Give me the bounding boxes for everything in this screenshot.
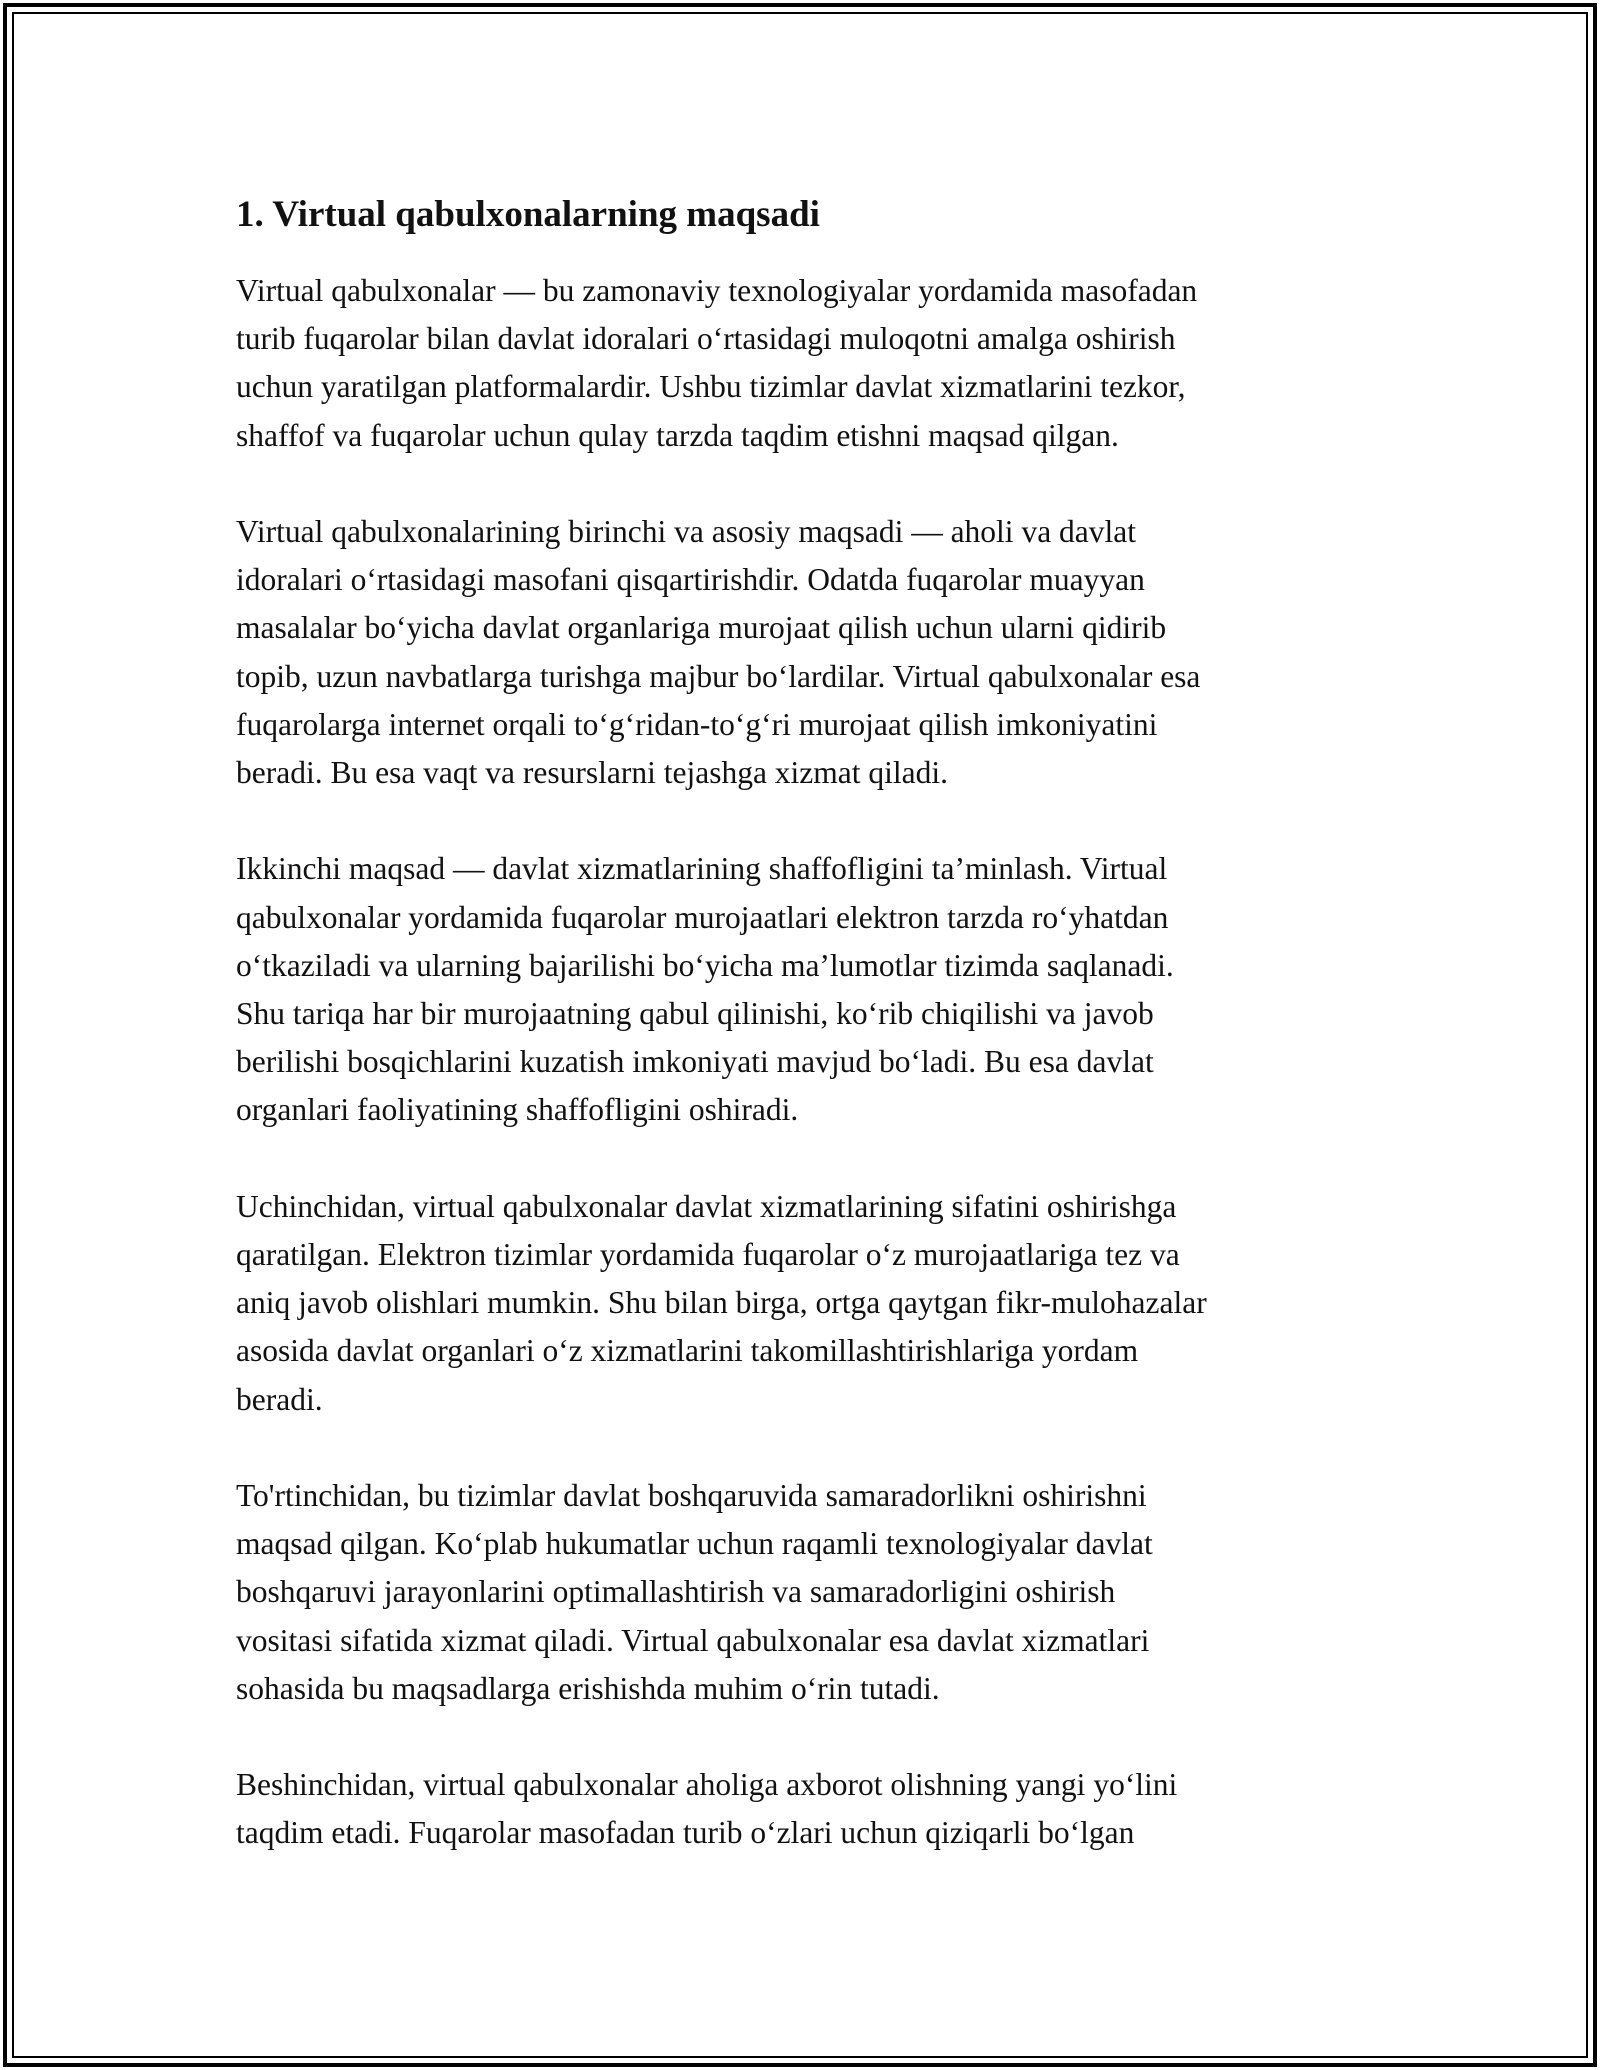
paragraph-line: taqdim etadi. Fuqarolar masofadan turib o‘zlari uchun qiziqarli bo‘lgan (236, 1815, 1135, 1851)
paragraph-line: o‘tkaziladi va ularning bajarilishi bo‘yicha ma’lumotlar tizimda saqlanadi. (236, 947, 1174, 983)
paragraph-line: qaratilgan. Elektron tizimlar yordamida fuqarolar o‘z murojaatlariga tez va (236, 1237, 1180, 1273)
paragraph-line: asosida davlat organlari o‘z xizmatlarini takomillashtirishlariga yordam (236, 1333, 1139, 1369)
paragraph-line: shaffof va fuqarolar uchun qulay tarzda taqdim etishni maqsad qilgan. (236, 417, 1119, 453)
paragraph-line: beradi. (236, 1381, 323, 1417)
paragraph-2 (236, 508, 1376, 797)
paragraph-line: organlari faoliyatining shaffofligini oshiradi. (236, 1092, 799, 1128)
paragraph-1 (236, 267, 1376, 460)
paragraph-line: qabulxonalar yordamida fuqarolar murojaatlari elektron tarzda ro‘yhatdan (236, 899, 1169, 935)
paragraph-line: idoralari o‘rtasidagi masofani qisqartirishdir. Odatda fuqarolar muayyan (236, 562, 1145, 598)
paragraph-line: turib fuqarolar bilan davlat idoralari o‘rtasidagi muloqotni amalga oshirish (236, 321, 1176, 357)
paragraph-line: To'rtinchidan, bu tizimlar davlat boshqaruvida samaradorlikni oshirishni (236, 1478, 1147, 1514)
paragraph-line: Ikkinchi maqsad — davlat xizmatlarining shaffofligini ta’minlash. Virtual (236, 851, 1168, 887)
paragraph-line: vositasi sifatida xizmat qiladi. Virtual qabulxonalar esa davlat xizmatlari (236, 1622, 1150, 1658)
paragraph-line: Virtual qabulxonalarining birinchi va asosiy maqsadi — aholi va davlat (236, 514, 1137, 549)
section-heading: 1. Virtual qabulxonalarning maqsadi (236, 194, 820, 235)
paragraph-5 (236, 1472, 1376, 1713)
paragraph-line: maqsad qilgan. Ko‘plab hukumatlar uchun raqamli texnologiyalar davlat (236, 1526, 1153, 1562)
paragraphs-container (236, 267, 1376, 1858)
paragraph-line: berilishi bosqichlarini kuzatish imkoniyati mavjud bo‘ladi. Bu esa davlat (236, 1044, 1154, 1080)
paragraph-line: Uchinchidan, virtual qabulxonalar davlat xizmatlarining sifatini oshirishga (236, 1188, 1177, 1224)
paragraph-4 (236, 1183, 1376, 1424)
paragraph-3 (236, 845, 1376, 1134)
paragraph-line: masalalar bo‘yicha davlat organlariga murojaat qilish uchun ularni qidirib (236, 610, 1167, 646)
paragraph-line: uchun yaratilgan platformalardir. Ushbu tizimlar davlat xizmatlarini tezkor, (236, 369, 1186, 405)
paragraph-line: Shu tariqa har bir murojaatning qabul qilinishi, ko‘rib chiqilishi va javob (236, 996, 1154, 1032)
paragraph-line: sohasida bu maqsadlarga erishishda muhim o‘rin tutadi. (236, 1670, 940, 1706)
paragraph-line: boshqaruvi jarayonlarini optimallashtirish va samaradorligini oshirish (236, 1574, 1116, 1610)
paragraph-line: fuqarolarga internet orqali to‘g‘ridan-to‘g‘ri murojaat qilish imkoniyatini (236, 706, 1158, 742)
paragraph-line: aniq javob olishlari mumkin. Shu bilan birga, ortga qaytgan fikr-mulohazalar (236, 1285, 1207, 1321)
document-body (236, 187, 1376, 1906)
paragraph-line: Virtual qabulxonalar — bu zamonaviy texnologiyalar yordamida masofadan (236, 273, 1198, 308)
paragraph-6 (236, 1761, 1376, 1857)
paragraph-line: topib, uzun navbatlarga turishga majbur bo‘lardilar. Virtual qabulxonalar esa (236, 658, 1201, 694)
paragraph-line: beradi. Bu esa vaqt va resurslarni tejashga xizmat qiladi. (236, 755, 949, 791)
paragraph-line: Beshinchidan, virtual qabulxonalar aholiga axborot olishning yangi yo‘lini (236, 1767, 1178, 1803)
